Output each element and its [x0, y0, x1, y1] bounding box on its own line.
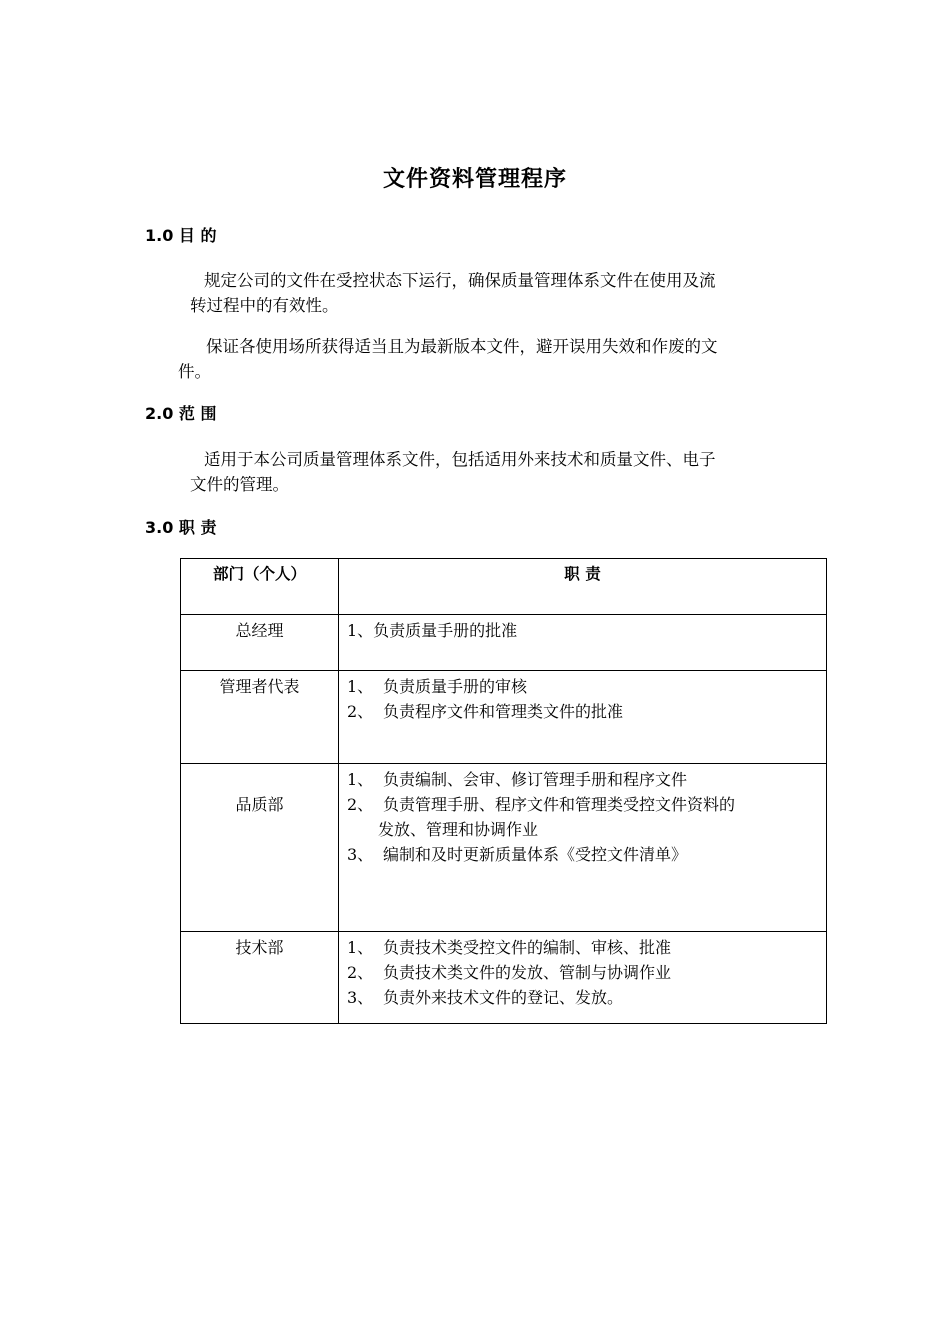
- table-row: [181, 615, 827, 671]
- duty-number: 3、: [347, 988, 374, 1007]
- scope-paragraph: [190, 447, 820, 497]
- duty-item: [347, 767, 818, 792]
- purpose-paragraph-1-line-1: 规定公司的文件在受控状态下运行，确保质量管理体系文件在使用及流: [204, 271, 716, 290]
- duty-number: 2、: [347, 963, 374, 982]
- dept-technical-department: 技术部: [181, 932, 339, 1024]
- duty-text: 负责管理手册、程序文件和管理类受控文件资料的: [383, 795, 736, 814]
- purpose-paragraph-2-line-1: 保证各使用场所获得适当且为最新版本文件，避开误用失效和作废的文: [206, 337, 718, 356]
- purpose-paragraph-2: [178, 334, 808, 384]
- duties-quality-department: [339, 764, 827, 932]
- purpose-paragraph-2-line-2: 件。: [178, 362, 211, 381]
- header-department: 部门（个人）: [181, 559, 339, 615]
- duties-general-manager: [339, 615, 827, 671]
- table-row: [181, 671, 827, 764]
- duties-management-representative: [339, 671, 827, 764]
- duty-item: [347, 842, 818, 867]
- document-title: 文件资料管理程序: [382, 167, 567, 192]
- duty-text: 编制和及时更新质量体系《受控文件清单》: [383, 845, 688, 864]
- duty-number: 1、: [347, 770, 374, 789]
- purpose-paragraph-1-line-2: 转过程中的有效性。: [190, 296, 339, 315]
- duties-technical-department: [339, 932, 827, 1024]
- purpose-paragraph-1: [190, 268, 820, 318]
- dept-management-representative: 管理者代表: [181, 671, 339, 764]
- duty-item: [347, 960, 818, 985]
- duty-number: 1、: [347, 677, 374, 696]
- header-duties: 职 责: [339, 559, 827, 615]
- duty-item-continuation: 发放、管理和协调作业: [378, 820, 539, 839]
- duty-text: 负责技术类文件的发放、管制与协调作业: [383, 963, 672, 982]
- section-heading-purpose: 1.0 目 的: [145, 226, 217, 245]
- duty-number: 3、: [347, 845, 374, 864]
- duty-text: 负责技术类受控文件的编制、审核、批准: [383, 938, 672, 957]
- duty-item: 1、负责质量手册的批准: [347, 621, 518, 640]
- duty-text: 负责质量手册的审核: [383, 677, 528, 696]
- duty-number: 2、: [347, 795, 374, 814]
- responsibilities-table: [180, 558, 827, 1024]
- table-row: [181, 932, 827, 1024]
- table-row: [181, 764, 827, 932]
- duty-text: 负责编制、会审、修订管理手册和程序文件: [383, 770, 688, 789]
- duty-item: [347, 674, 818, 699]
- dept-quality-department: 品质部: [181, 764, 339, 932]
- scope-paragraph-line-1: 适用于本公司质量管理体系文件，包括适用外来技术和质量文件、电子: [204, 450, 716, 469]
- duty-text: 负责程序文件和管理类文件的批准: [383, 702, 624, 721]
- duty-item: [347, 985, 818, 1010]
- section-heading-responsibilities: 3.0 职 责: [145, 518, 217, 537]
- dept-general-manager: 总经理: [181, 615, 339, 671]
- duty-item: [347, 935, 818, 960]
- duty-item: [347, 699, 818, 724]
- scope-paragraph-line-2: 文件的管理。: [190, 475, 289, 494]
- section-heading-scope: 2.0 范 围: [145, 404, 217, 423]
- duty-item: [347, 792, 818, 817]
- duty-number: 2、: [347, 702, 374, 721]
- duty-text: 负责外来技术文件的登记、发放。: [383, 988, 624, 1007]
- table-header-row: [181, 559, 827, 615]
- duty-number: 1、: [347, 938, 374, 957]
